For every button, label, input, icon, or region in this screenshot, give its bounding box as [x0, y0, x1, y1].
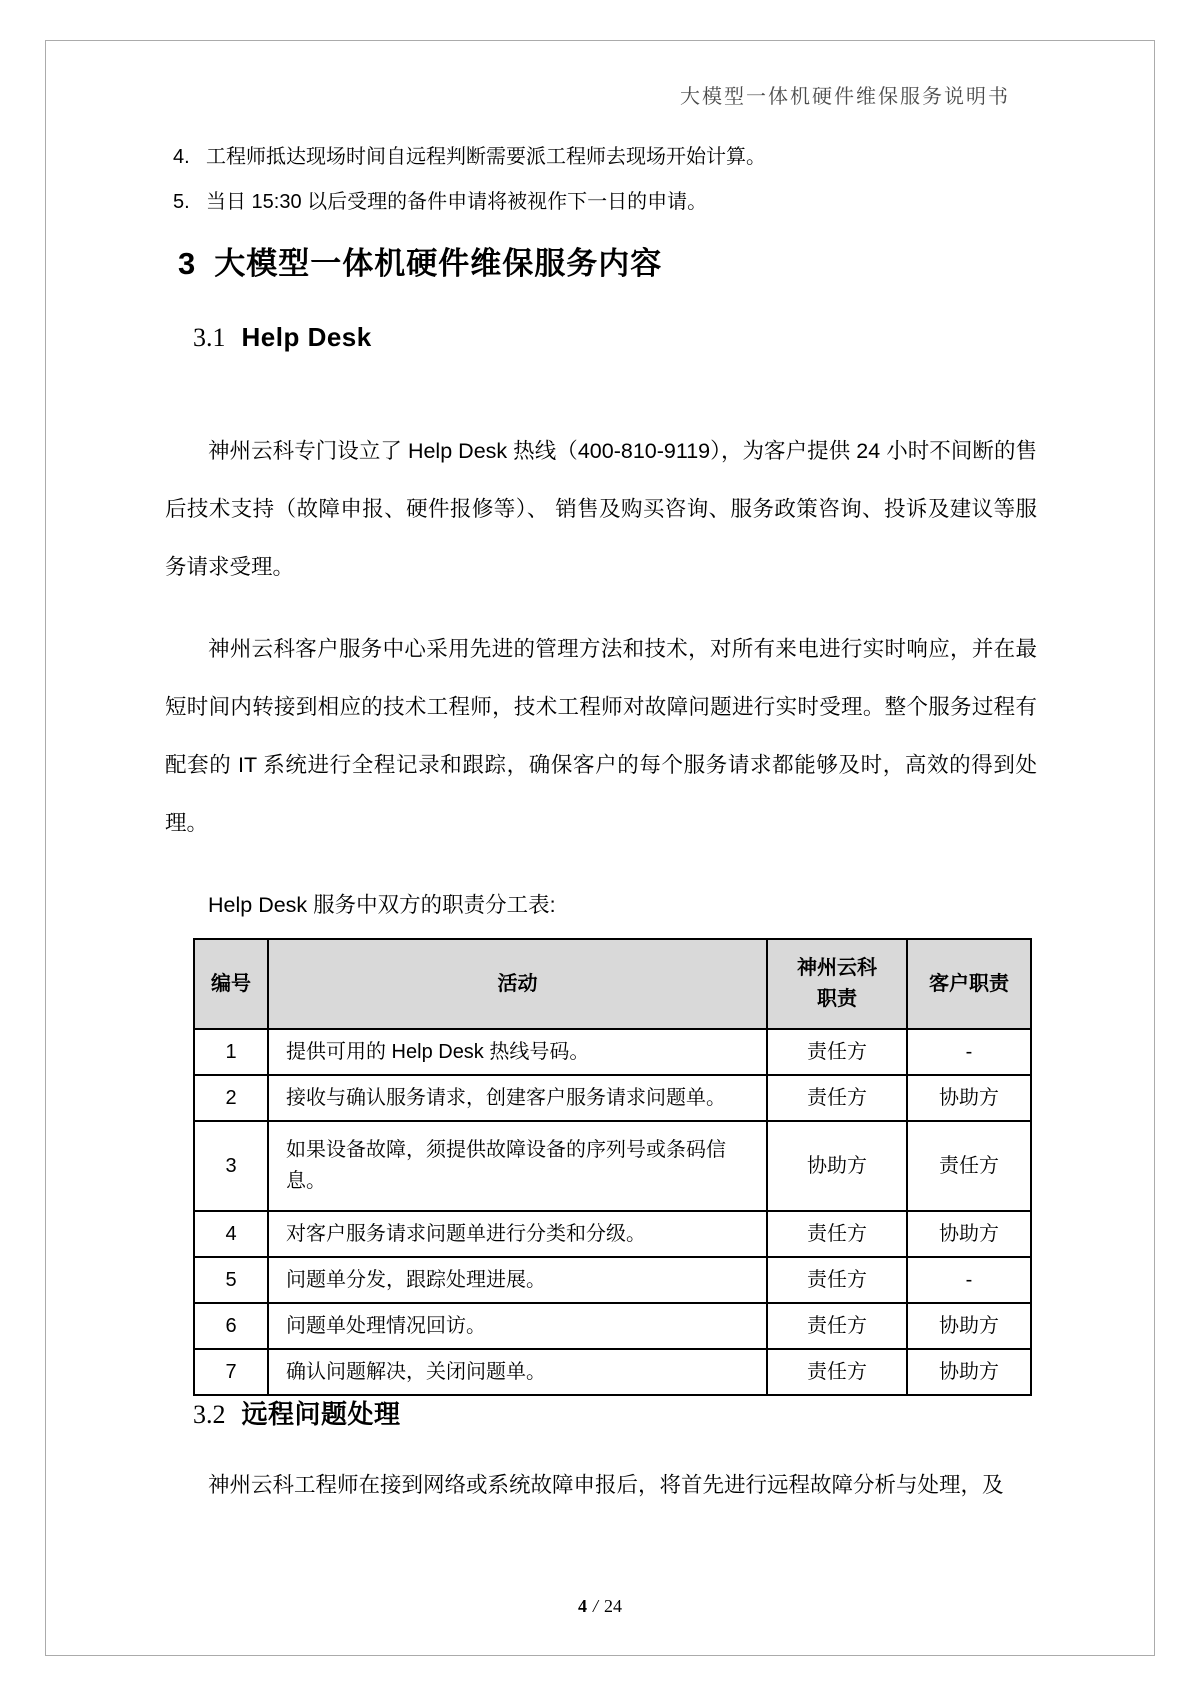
- cell-activity: 问题单分发，跟踪处理进展。: [268, 1257, 767, 1303]
- footer-total-pages: 24: [604, 1596, 622, 1616]
- cell-customer-role: 协助方: [907, 1211, 1031, 1257]
- table-header-row: [194, 939, 1031, 1029]
- cell-no: 6: [194, 1303, 268, 1349]
- subsection-title: Help Desk: [241, 322, 372, 352]
- column-header-id: 编号: [194, 939, 268, 1029]
- subsection-number: 3.1: [193, 323, 226, 352]
- cell-activity: 如果设备故障，须提供故障设备的序列号或条码信息。: [268, 1121, 767, 1211]
- column-header-customer: 客户职责: [907, 939, 1031, 1029]
- cell-vendor-role: 责任方: [767, 1257, 907, 1303]
- table-row: [194, 1075, 1031, 1121]
- list-item: [173, 143, 1035, 171]
- cell-vendor-role: 责任方: [767, 1029, 907, 1075]
- list-item-text: 工程师抵达现场时间自远程判断需要派工程师去现场开始计算。: [206, 146, 766, 168]
- cell-customer-role: -: [907, 1029, 1031, 1075]
- section-heading-3: [178, 238, 662, 283]
- cell-customer-role: -: [907, 1257, 1031, 1303]
- cell-vendor-role: 责任方: [767, 1349, 907, 1395]
- table-row: [194, 1303, 1031, 1349]
- cell-customer-role: 协助方: [907, 1075, 1031, 1121]
- footer-separator: /: [592, 1596, 598, 1616]
- cell-customer-role: 责任方: [907, 1121, 1031, 1211]
- column-header-activity: 活动: [268, 939, 767, 1029]
- cell-no: 5: [194, 1257, 268, 1303]
- cell-activity: 确认问题解决，关闭问题单。: [268, 1349, 767, 1395]
- column-header-vendor-line2: 职责: [817, 988, 857, 1010]
- table-row: [194, 1029, 1031, 1075]
- document-header-title: 大模型一体机硬件维保服务说明书: [680, 86, 1010, 108]
- cell-activity: 对客户服务请求问题单进行分类和分级。: [268, 1211, 767, 1257]
- column-header-vendor-line1: 神州云科: [797, 957, 877, 979]
- table-intro-line: Help Desk 服务中双方的职责分工表:: [208, 893, 556, 917]
- subsection-heading-3-1: [193, 322, 372, 353]
- list-item: [173, 188, 1035, 216]
- list-item-text: 当日 15:30 以后受理的备件申请将被视作下一日的申请。: [206, 191, 708, 213]
- continued-numbered-list: [173, 143, 1035, 233]
- table-row: [194, 1349, 1031, 1395]
- table-row: [194, 1257, 1031, 1303]
- cell-activity: 提供可用的 Help Desk 热线号码。: [268, 1029, 767, 1075]
- cell-vendor-role: 协助方: [767, 1121, 907, 1211]
- list-item-number: 4.: [173, 146, 190, 168]
- cell-customer-role: 协助方: [907, 1349, 1031, 1395]
- cell-no: 3: [194, 1121, 268, 1211]
- cell-no: 4: [194, 1211, 268, 1257]
- table-row: [194, 1211, 1031, 1257]
- cell-no: 7: [194, 1349, 268, 1395]
- cell-no: 1: [194, 1029, 268, 1075]
- cell-vendor-role: 责任方: [767, 1303, 907, 1349]
- column-header-vendor: [767, 939, 907, 1029]
- paragraph: 神州云科客户服务中心采用先进的管理方法和技术，对所有来电进行实时响应，并在最短时间内转接到相应的技术工程师，技术工程师对故障问题进行实时受理。整个服务过程有配套的 IT 系统进行全程记录和跟踪，确保客户的每个服务请求都能够及时，高效的得到处理。: [165, 637, 1037, 835]
- cell-activity: 接收与确认服务请求，创建客户服务请求问题单。: [268, 1075, 767, 1121]
- table-row: [194, 1121, 1031, 1211]
- subsection-title: 远程问题处理: [241, 1399, 401, 1429]
- cell-vendor-role: 责任方: [767, 1211, 907, 1257]
- cell-customer-role: 协助方: [907, 1303, 1031, 1349]
- footer-page-number: [0, 1596, 1200, 1617]
- section-3-1-body: [165, 422, 1037, 934]
- list-item-number: 5.: [173, 191, 190, 213]
- footer-current-page: 4: [577, 1596, 587, 1616]
- subsection-number: 3.2: [193, 1400, 226, 1429]
- section-title: 大模型一体机硬件维保服务内容: [214, 246, 663, 281]
- cell-no: 2: [194, 1075, 268, 1121]
- responsibilities-table: [193, 938, 1032, 1396]
- section-number: 3: [178, 246, 197, 281]
- paragraph: 神州云科专门设立了 Help Desk 热线（400-810-9119），为客户提供 24 小时不间断的售后技术支持（故障申报、硬件报修等）、 销售及购买咨询、服务政策咨询、投诉及建议等服务请求受理。: [165, 439, 1037, 579]
- subsection-heading-3-2: [193, 1394, 401, 1431]
- section-3-2-paragraph: 神州云科工程师在接到网络或系统故障申报后，将首先进行远程故障分析与处理，及: [208, 1473, 1004, 1497]
- cell-activity: 问题单处理情况回访。: [268, 1303, 767, 1349]
- cell-vendor-role: 责任方: [767, 1075, 907, 1121]
